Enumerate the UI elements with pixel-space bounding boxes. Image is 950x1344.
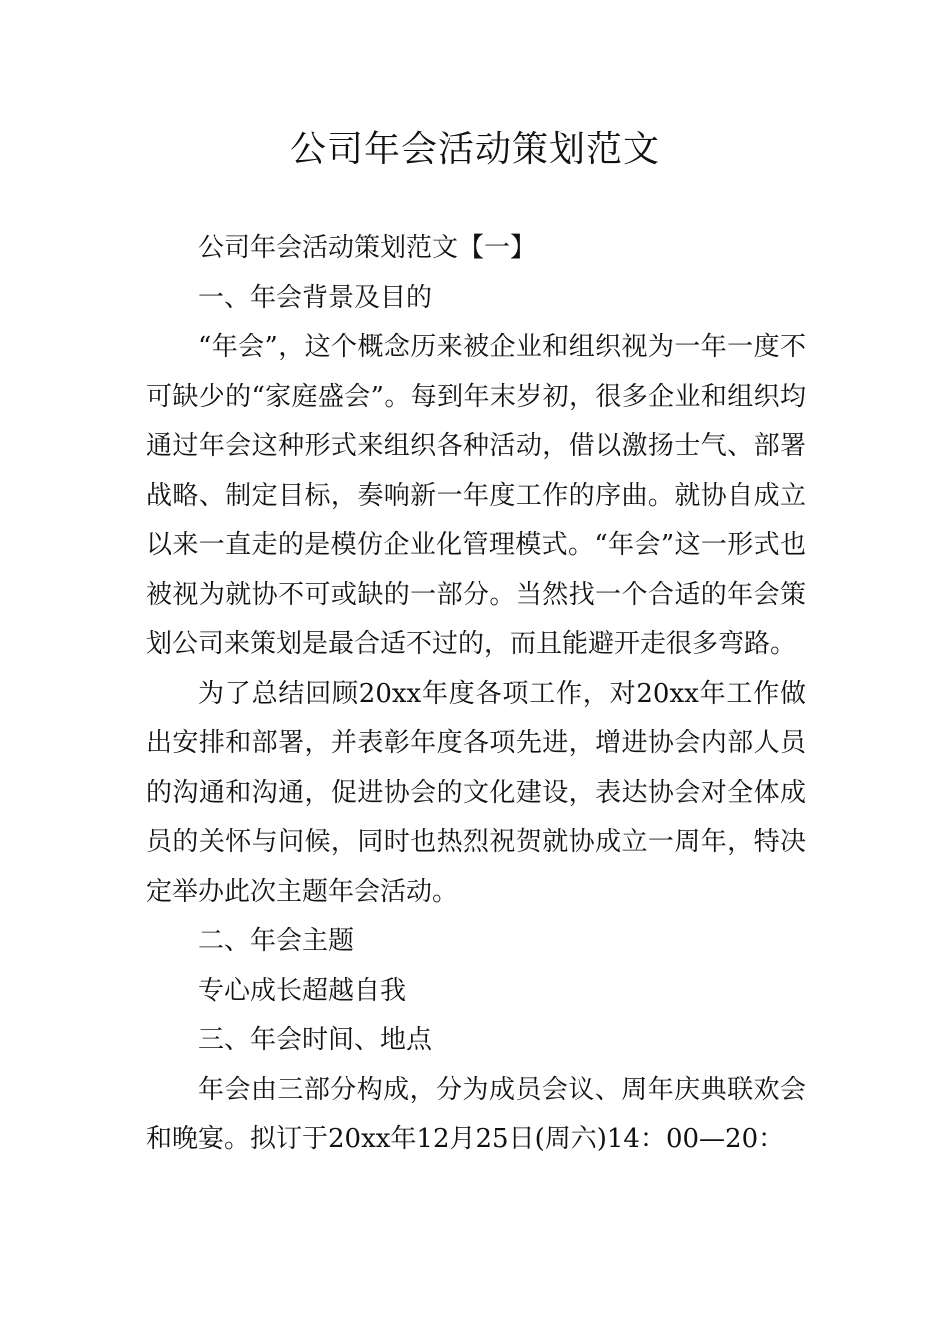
section-heading-theme: 二、年会主题 [198,926,355,956]
section-heading-part-one: 公司年会活动策划范文【一】 [198,233,537,263]
paragraph-background: “年会”，这个概念历来被企业和组织视为一年一度不可缺少的“家庭盛会”。每到年末岁初，很多企业和组织均通过年会这种形式来组织各种活动，借以激扬士气、部署战略、制定目标，奏响新一年度工作的序曲。就协自成立以来一直走的是模仿企业化管理模式。“年会”这一形式也被视为就协不可或缺的一部分。当然找一个合适的年会策划公司来策划是最合适不过的，而且能避开走很多弯路。 [146,332,806,659]
paragraph-theme: 专心成长超越自我 [198,975,407,1006]
document-body [146,224,806,1165]
paragraph-purpose: 为了总结回顾20xx年度各项工作，对20xx年工作做出安排和部署，并表彰年度各项先进，增进协会内部人员的沟通和沟通，促进协会的文化建设，表达协会对全体成员的关怀与问候，同时也热烈祝贺就协成立一周年，特决定举办此次主题年会活动。 [146,678,806,907]
paragraph-time-place: 年会由三部分构成，分为成员会议、周年庆典联欢会和晚宴。拟订于20xx年12月25日(周六)14：00—20： [146,1074,806,1154]
section-heading-background: 一、年会背景及目的 [198,282,433,313]
section-heading-time-place: 三、年会时间、地点 [198,1025,433,1055]
document-title: 公司年会活动策划范文 [289,129,660,170]
